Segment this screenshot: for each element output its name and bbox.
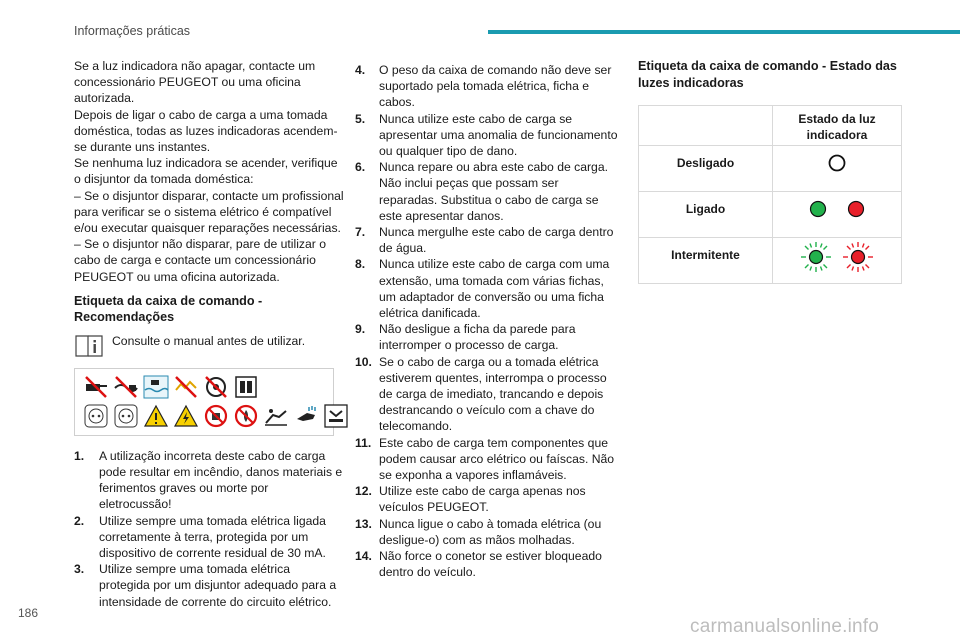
no-wet-hands-icon xyxy=(293,403,319,429)
table-corner-cell xyxy=(639,106,773,146)
list-item: 4. O peso da caixa de comando não deve ser suportado pela tomada elétrica, ficha e cabos. xyxy=(355,63,612,110)
light-red-flashing-icon xyxy=(840,240,876,274)
table-row xyxy=(639,146,902,192)
table-row xyxy=(639,238,902,284)
recommendations-list-left xyxy=(74,448,344,610)
no-open-icon xyxy=(203,403,229,429)
light-off-icon xyxy=(827,153,847,173)
list-item: 8. Nunca utilize este cabo de carga com uma extensão, uma tomada com várias fichas, um adaptador de conversão ou uma ficha elétrica danificada. xyxy=(355,257,610,321)
handle-with-care-icon xyxy=(323,403,349,429)
light-red-icon xyxy=(846,199,866,219)
state-label: Desligado xyxy=(639,146,773,192)
table-header-row xyxy=(639,106,902,146)
header-accent-bar xyxy=(488,30,960,34)
state-lights xyxy=(773,146,902,192)
list-item: 1. A utilização incorreta deste cabo de carga pode resultar em incêndio, danos materiais e ferimentos graves ou morte por eletrocussão! xyxy=(74,448,343,512)
list-item: 13. Nunca ligue o cabo à tomada elétrica (ou desligue-o) com as mãos molhadas. xyxy=(355,516,602,547)
table-row xyxy=(639,192,902,238)
caution-icon xyxy=(143,403,169,429)
recommendations-list-right xyxy=(355,62,620,581)
manual-icon xyxy=(233,374,259,400)
state-label: Ligado xyxy=(639,192,773,238)
light-green-flashing-icon xyxy=(798,240,834,274)
recommendations-heading: Etiqueta da caixa de comando - Recomendações xyxy=(74,293,263,325)
light-green-icon xyxy=(808,199,828,219)
warning-label-image xyxy=(74,368,334,436)
list-item: 6. Nunca repare ou abra este cabo de carga. Não inclui peças que possam ser reparadas. Substitua o cabo de carga se este apresentar danos. xyxy=(355,160,609,223)
list-item: 9. Não desligue a ficha da parede para interromper o processo de carga. xyxy=(355,322,576,353)
book-info-icon xyxy=(74,332,104,358)
list-item: 10. Se o cabo de carga ou a tomada elétrica estiverem quentes, interrompa o processo de carga de imediato, trancando e depois destrancando o veículo com a chave do telecomando. xyxy=(355,354,607,434)
indicator-status-heading: Etiqueta da caixa de comando - Estado das luzes indicadoras xyxy=(638,59,897,90)
no-drive-icon xyxy=(263,403,289,429)
no-fire-icon xyxy=(233,403,259,429)
no-adapter-icon xyxy=(83,374,109,400)
list-item: 2. Utilize sempre uma tomada elétrica ligada corretamente à terra, protegida por um dispositivo de corrente residual de 30 mA. xyxy=(74,513,326,561)
state-lights xyxy=(773,238,902,284)
watermark: carmanualsonline.info xyxy=(690,616,880,637)
intro-paragraph: – Se o disjuntor disparar, contacte um profissional para verificar se o sistema elétrico é compatível e/ou executar quaisquer reparações necessárias. xyxy=(74,188,344,236)
list-item: 5. Nunca utilize este cabo de carga se apresentar uma anomalia de funcionamento ou qualquer tipo de dano. xyxy=(355,111,618,159)
manual-note xyxy=(74,332,344,358)
section-title: Informações práticas xyxy=(74,24,191,38)
no-heat-icon xyxy=(173,374,199,400)
column-right xyxy=(638,58,904,284)
no-water-icon xyxy=(143,374,169,400)
intro-paragraph: – Se o disjuntor não disparar, pare de utilizar o cabo de carga e contacte um concessionário PEUGEOT ou uma oficina autorizada. xyxy=(74,237,327,284)
list-item: 7. Nunca mergulhe este cabo de carga dentro de água. xyxy=(355,225,614,256)
intro-paragraph: Depois de ligar o cabo de carga a uma tomada doméstica, todas as luzes indicadoras acendem-se durante uns instantes. xyxy=(74,107,338,155)
socket-breaker-icon xyxy=(113,403,139,429)
note-text: Consulte o manual antes de utilizar. xyxy=(112,333,306,348)
indicator-status-table xyxy=(638,105,902,284)
table-header-cell: Estado da luz indicadora xyxy=(773,106,902,146)
column-middle xyxy=(355,62,620,581)
column-left xyxy=(74,58,344,610)
list-item: 12. Utilize este cabo de carga apenas nos veículos PEUGEOT. xyxy=(355,484,586,515)
page-number: 186 xyxy=(18,606,39,620)
intro-paragraph: Se nenhuma luz indicadora se acender, verifique o disjuntor da tomada doméstica: xyxy=(74,156,338,187)
state-label: Intermitente xyxy=(639,238,773,284)
state-lights xyxy=(773,192,902,238)
intro-paragraph: Se a luz indicadora não apagar, contacte um concessionário PEUGEOT ou uma oficina autorizada. xyxy=(74,59,316,106)
no-extension-icon xyxy=(113,374,139,400)
list-item: 14. Não force o conetor se estiver bloqueado dentro do veículo. xyxy=(355,549,602,580)
list-item: 3. Utilize sempre uma tomada elétrica protegida por um disjuntor adequado para a intensidade de corrente do circuito elétrico. xyxy=(74,562,337,609)
list-item: 11. Este cabo de carga tem componentes que podem causar arco elétrico ou faíscas. Não se exponha a vapores inflamáveis. xyxy=(355,435,615,483)
socket-earth-icon xyxy=(83,403,109,429)
no-damage-icon xyxy=(203,374,229,400)
high-voltage-icon xyxy=(173,403,199,429)
